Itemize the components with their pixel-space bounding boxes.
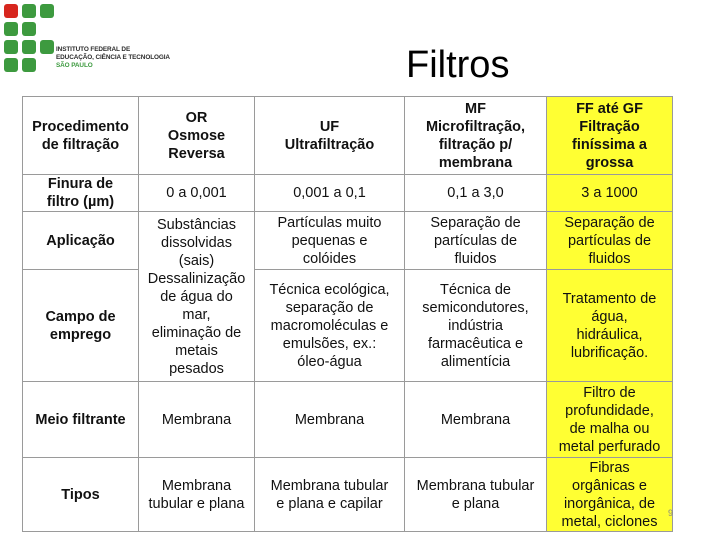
header-mf: MF Microfiltração, filtração p/ membrana <box>405 97 547 175</box>
logo-square <box>22 4 36 18</box>
logo-line-2: EDUCAÇÃO, CIÊNCIA E TECNOLOGIA <box>56 54 170 61</box>
filters-table <box>22 96 673 532</box>
label-meio: Meio filtrante <box>23 382 139 458</box>
cell-or-aplicacao-campo: Substâncias dissolvidas (sais) Dessalinização de água do mar, eliminação de metais pesados <box>139 212 255 382</box>
header-ff: FF até GF Filtração finíssima a grossa <box>547 97 673 175</box>
label-finura: Finura de filtro (µm) <box>23 175 139 212</box>
logo-square-red <box>4 4 18 18</box>
cell-meio-ff: Filtro de profundidade, de malha ou metal perfurado <box>547 382 673 458</box>
header-or: OR Osmose Reversa <box>139 97 255 175</box>
cell-campo-ff: Tratamento de água, hidráulica, lubrificação. <box>547 270 673 382</box>
table-row <box>23 270 673 382</box>
table-row <box>23 97 673 175</box>
logo-square <box>4 40 18 54</box>
logo-square <box>40 40 54 54</box>
label-tipos: Tipos <box>23 458 139 532</box>
slide-title: Filtros <box>406 44 510 86</box>
cell-finura-or: 0 a 0,001 <box>139 175 255 212</box>
cell-meio-mf: Membrana <box>405 382 547 458</box>
table-row <box>23 175 673 212</box>
page-number: 9 <box>668 508 674 518</box>
cell-campo-uf: Técnica ecológica, separação de macromoléculas e emulsões, ex.: óleo-água <box>255 270 405 382</box>
logo-square <box>40 4 54 18</box>
label-campo: Campo de emprego <box>23 270 139 382</box>
logo-square <box>22 40 36 54</box>
logo-line-1: INSTITUTO FEDERAL DE <box>56 46 131 53</box>
cell-tipos-uf: Membrana tubular e plana e capilar <box>255 458 405 532</box>
cell-aplicacao-mf: Separação de partículas de fluidos <box>405 212 547 270</box>
table-row <box>23 212 673 270</box>
cell-campo-mf: Técnica de semicondutores, indústria farmacêutica e alimentícia <box>405 270 547 382</box>
table-row <box>23 458 673 532</box>
logo-text <box>56 46 186 70</box>
logo-square <box>4 22 18 36</box>
cell-tipos-mf: Membrana tubular e plana <box>405 458 547 532</box>
logo-square <box>4 58 18 72</box>
cell-meio-uf: Membrana <box>255 382 405 458</box>
cell-aplicacao-ff: Separação de partículas de fluidos <box>547 212 673 270</box>
cell-tipos-or: Membrana tubular e plana <box>139 458 255 532</box>
logo-square <box>22 58 36 72</box>
cell-finura-mf: 0,1 a 3,0 <box>405 175 547 212</box>
cell-tipos-ff: Fibras orgânicas e inorgânica, de metal, ciclones <box>547 458 673 532</box>
logo-square <box>22 22 36 36</box>
table-row <box>23 382 673 458</box>
logo-line-3: SÃO PAULO <box>56 62 93 69</box>
header-procedimento: Procedimento de filtração <box>23 97 139 175</box>
label-aplicacao: Aplicação <box>23 212 139 270</box>
cell-finura-ff: 3 a 1000 <box>547 175 673 212</box>
header-uf: UF Ultrafiltração <box>255 97 405 175</box>
institute-logo <box>2 2 182 74</box>
cell-aplicacao-uf: Partículas muito pequenas e colóides <box>255 212 405 270</box>
cell-finura-uf: 0,001 a 0,1 <box>255 175 405 212</box>
cell-meio-or: Membrana <box>139 382 255 458</box>
